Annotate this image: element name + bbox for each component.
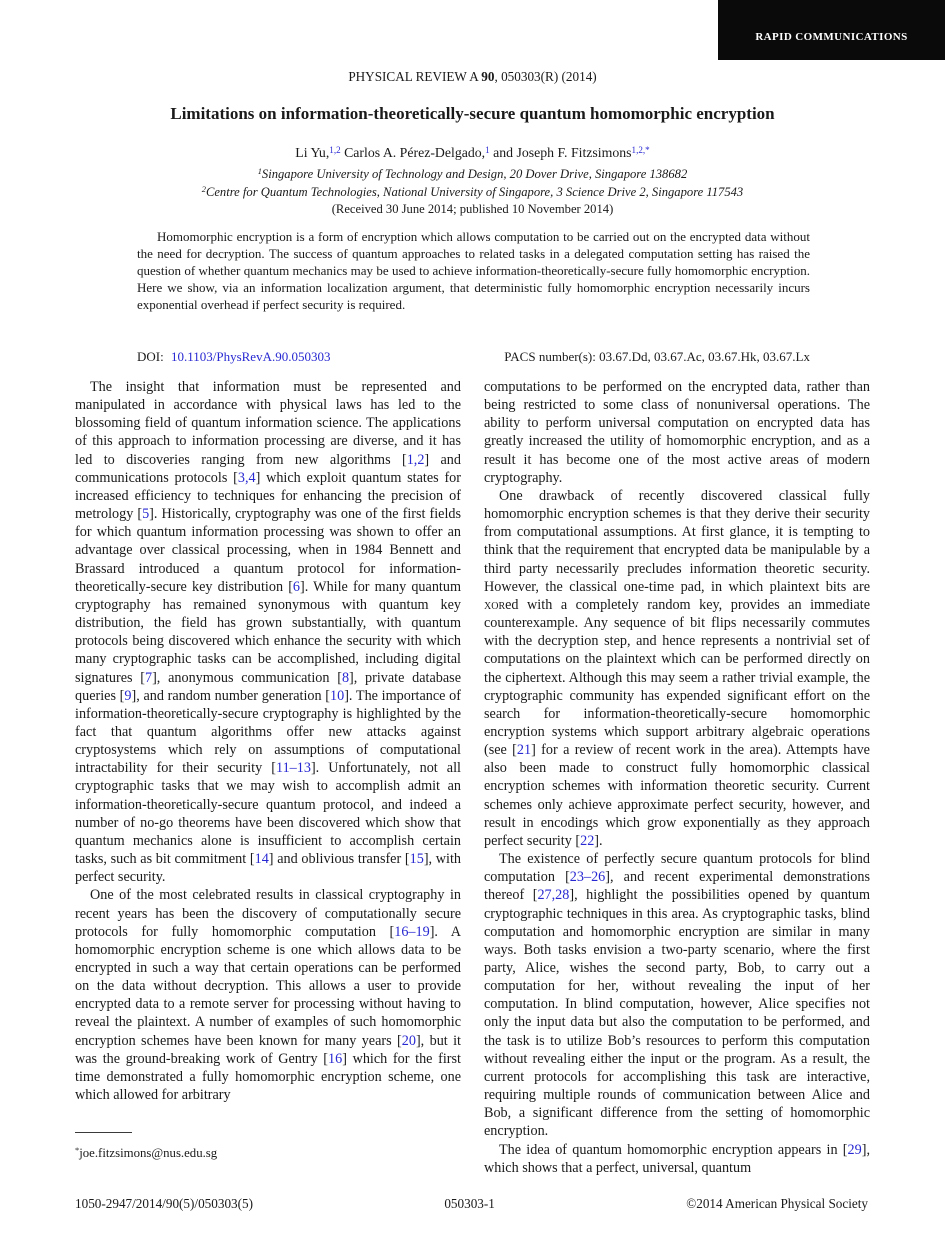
doi-pacs-row (137, 349, 810, 365)
citation-link[interactable]: 7 (144, 669, 153, 686)
affiliations-block (0, 166, 945, 201)
citation-link[interactable]: 10 (330, 687, 345, 704)
footnote-rule (75, 1132, 132, 1133)
footnote-marker: * (75, 1145, 80, 1156)
footer-issn: 1050-2947/2014/90(5)/050303(5) (75, 1196, 254, 1211)
citation-link[interactable]: 23–26 (569, 869, 606, 886)
journal-header: PHYSICAL REVIEW A 90, 050303(R) (2014) (348, 69, 597, 84)
paragraph: The insight that information must be represented and manipulated in accordance with physical laws has led to the blossoming field of quantum information science. The applications of this approach to information processing are diverse, and it has led to discoveries ranging from new algorithms [1,2] and communications protocols [3,4] which exploit quantum states for increased efficiency to techniques for enhancing the precision of metrology [5]. Historically, cryptography was one of the first fields for which quantum information processing was shown to offer an advantage over classical processing, when in 1984 Bennett and Brassard introduced a quantum protocol for information-theoretically-secure key distribution [6]. While for many quantum cryptography has remained synonymous with quantum key distribution, the field has grown substantially, with quantum protocols being discovered which enhance the security with which many cryptographic tasks can be accomplished, including digital signatures [7], anonymous communication [8], private database queries [9], and random number generation [10]. The importance of information-theoretically-secure cryptography is highlighted by the fact that quantum algorithms offer new attacks against cryptosystems which rely on assumptions of computational intractability for their security [11–13]. Unfortunately, not all cryptographic tasks that we may wish to accomplish admit an information-theoretically-secure quantum protocol, and indeed a number of no-go theorems have been discovered which show that quantum mechanics alone is insufficient to accomplish certain tasks, such as bit commitment [14] and oblivious transfer [15], with perfect security. (75, 379, 462, 886)
citation-link[interactable]: 8 (341, 669, 350, 686)
paragraph: One of the most celebrated results in classical cryptography in recent years has been the discovery of computationally secure protocols for fully homomorphic computation [16–19]. A homomorphic encryption scheme is one which allows data to be encrypted in such a way that certain operations can be performed on the data without decryption. This allows a user to provide encrypted data to a remote server for processing without having to reveal the plaintext. A number of examples of such homomorphic encryption schemes have been known for many years [20], but it was the ground-breaking work of Gentry [16] which for the first time demonstrated a fully homomorphic encryption scheme, one which allowed for arbitrary (75, 887, 462, 1104)
citation-link[interactable]: 22 (580, 832, 595, 849)
doi-entry (137, 349, 330, 365)
paragraph: One drawback of recently discovered classical fully homomorphic encryption schemes is that they derive their security from computational assumptions. At first glance, it is tempting to think that the requirement that encrypted data be manipulable by a third party necessarily precludes information theoretic security. However, the classical one-time pad, in which plaintext bits are xored with a completely random key, provides an immediate counterexample. Any sequence of bit flips necessarily commutes with the decryption step, and hence represents a nontrivial set of computations on the plaintext which can be performed directly on the ciphertext. Although this may seem a rather trivial example, the cryptographic community has expended significant effort on the search for information-theoretically-secure homomorphic encryption systems which support arbitrary algebraic operations (see [21] for a review of recent work in the area). Attempts have also been made to construct fully homomorphic classical encryption schemes with information theoretic security. Current schemes only achieve approximate perfect security, however, and result in encodings which grow exponentially as they approach perfect security [22]. (484, 487, 870, 849)
citation-link[interactable]: 16–19 (394, 923, 430, 940)
footer-copyright: ©2014 American Physical Society (686, 1196, 868, 1211)
paper-title: Limitations on information-theoretically-secure quantum homomorphic encryption (170, 104, 775, 123)
footnote-email[interactable]: joe.fitzsimons@nus.edu.sg (79, 1146, 218, 1160)
page-footer (75, 1196, 868, 1212)
citation-link[interactable]: 6 (292, 578, 301, 595)
body-column-left (75, 378, 461, 1177)
citation-link[interactable]: 15 (409, 851, 424, 868)
smallcaps-xor: xor (484, 596, 506, 613)
rapid-communications-label: RAPID COMMUNICATIONS (755, 31, 908, 43)
citation-link[interactable]: 21 (516, 742, 532, 759)
paragraph: The existence of perfectly secure quantum protocols for blind computation [23–26], and recent experimental demonstrations thereof [27,28], highlight the possibilities opened by quantum cryptographic techniques in this area. As cryptographic tasks, blind computation and homomorphic encryption are similar in many ways. Both tasks envision a two-party scenario, where the first party, Alice, wishes the second party, Bob, to carry out a computation for her, without revealing the input of her computation. In blind computation, however, Alice specifies not only the input data but also the computation to be performed, and the task is to utilize Bob’s resources to perform this computation without revealing either the input or the program. As a result, the current protocols for accomplishing this task are interactive, requiring multiple rounds of communication between Alice and Bob, a significant difference from the setting of homomorphic encryption. (484, 851, 870, 1140)
body-column-right (484, 378, 870, 1177)
citation-link[interactable]: 14 (254, 851, 269, 868)
affiliation-line-2: $^2$Centre for Quantum Technologies, National University of Singapore, 3 Science Drive 2, Singapore 117543 (201, 184, 744, 199)
paragraph: The idea of quantum homomorphic encryption appears in [29], which shows that a perfect, universal, quantum (484, 1141, 870, 1176)
authors-line: Li Yu,$^{1,2}$ Carlos A. Pérez-Delgado,$^1$ and Joseph F. Fitzsimons$^{1,2,*}$ (295, 144, 650, 160)
doi-link[interactable]: 10.1103/PhysRevA.90.050303 (170, 349, 331, 364)
abstract-block (137, 229, 810, 314)
citation-link[interactable]: 29 (847, 1141, 862, 1158)
footer-page-number: 050303-1 (444, 1196, 495, 1211)
doi-label: DOI: (137, 349, 164, 364)
received-line: (Received 30 June 2014; published 10 November 2014) (331, 202, 614, 216)
citation-link[interactable]: 5 (142, 506, 150, 523)
citation-link[interactable]: 27,28 (537, 887, 570, 904)
paragraph-continuation: computations to be performed on the encrypted data, rather than being restricted to some class of nonuniversal operations. The ability to perform universal computation on encrypted data has greatly increased the utility of homomorphic encryption, and as a result it has become one of the most active areas of modern cryptography. (484, 379, 870, 486)
citation-link[interactable]: 3,4 (237, 469, 256, 486)
citation-link[interactable]: 11–13 (276, 760, 311, 777)
footnote-email-line (75, 1146, 465, 1161)
abstract-text: Homomorphic encryption is a form of encryption which allows computation to be carried out on the encrypted data without the need for decryption. The success of quantum approaches to related tasks in a delegated computation setting has raised the question of whether quantum mechanics may be used to achieve information-theoretically-secure fully homomorphic encryption. Here we show, via an information localization argument, that deterministic fully homomorphic encryption necessarily incurs exponential overhead if perfect security is required. (137, 229, 810, 312)
footnote-block (75, 1132, 465, 1161)
affiliation-line-1: $^1$Singapore University of Technology and Design, 20 Dover Drive, Singapore 138682 (257, 167, 688, 181)
pacs-numbers: PACS number(s): 03.67.Dd, 03.67.Ac, 03.67.Hk, 03.67.Lx (504, 349, 810, 364)
rapid-communications-banner (718, 0, 945, 60)
citation-link[interactable]: 9 (124, 687, 132, 704)
citation-link[interactable]: 16 (328, 1050, 343, 1067)
citation-link[interactable]: 20 (401, 1032, 416, 1049)
citation-link[interactable]: 1,2 (406, 451, 425, 468)
body-columns (75, 378, 871, 1177)
